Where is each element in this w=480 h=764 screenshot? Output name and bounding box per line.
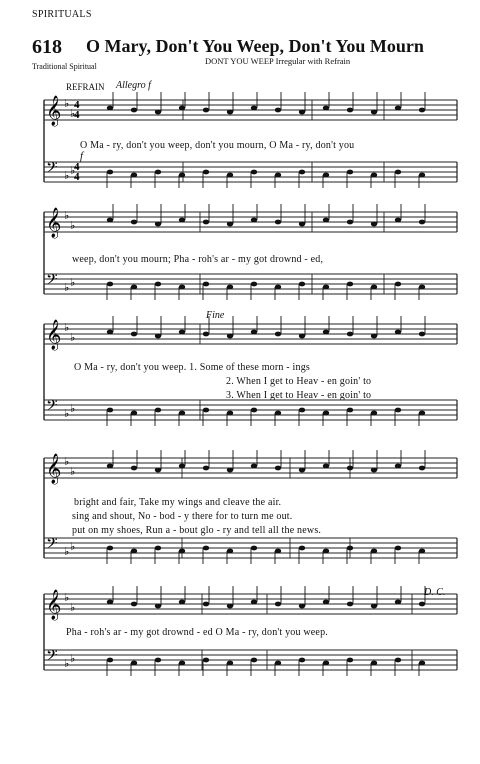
note-head <box>299 170 305 175</box>
note-head <box>299 408 305 413</box>
lyric-line-3a: O Ma - ry, don't you weep. 1. Some of these morn - ings <box>74 362 311 373</box>
note-head <box>347 408 353 413</box>
note-head <box>419 411 425 416</box>
note-head <box>131 661 137 666</box>
note-head <box>227 222 233 227</box>
flat-sign: ♭ <box>64 456 70 468</box>
note-head <box>203 170 209 175</box>
note-head <box>275 602 281 607</box>
note-head <box>395 218 401 223</box>
treble-clef: 𝄞 <box>46 96 62 126</box>
note-head <box>107 282 113 287</box>
treble-clef: 𝄞 <box>46 208 62 238</box>
note-head <box>371 110 377 115</box>
note-head <box>251 106 257 111</box>
note-head <box>395 106 401 111</box>
lyric-line-4b: sing and shout, No - bod - y there for to turn me out. <box>72 511 293 522</box>
note-head <box>107 658 113 663</box>
treble-clef: 𝄞 <box>46 320 62 350</box>
note-head <box>179 549 185 554</box>
note-head <box>323 285 329 290</box>
tempo-marking: Allegro f <box>116 80 151 91</box>
note-head <box>227 285 233 290</box>
note-head <box>395 282 401 287</box>
note-head <box>419 108 425 113</box>
note-head <box>275 411 281 416</box>
note-head <box>179 173 185 178</box>
tune-meter: DONT YOU WEEP Irregular with Refrain <box>205 56 351 66</box>
note-head <box>155 282 161 287</box>
note-head <box>347 332 353 337</box>
flat-sign: ♭ <box>70 165 76 177</box>
note-head <box>203 220 209 225</box>
note-head <box>323 411 329 416</box>
flat-sign: ♭ <box>64 98 70 110</box>
note-head <box>275 220 281 225</box>
note-head <box>227 661 233 666</box>
note-head <box>227 411 233 416</box>
note-head <box>251 658 257 663</box>
note-head <box>395 600 401 605</box>
note-head <box>299 604 305 609</box>
note-head <box>419 661 425 666</box>
bass-clef: 𝄢 <box>46 647 58 668</box>
note-head <box>299 222 305 227</box>
flat-sign: ♭ <box>64 658 70 670</box>
treble-clef: 𝄞 <box>46 590 62 620</box>
note-head <box>131 332 137 337</box>
refrain-label: REFRAIN <box>66 82 105 92</box>
note-head <box>203 658 209 663</box>
note-head <box>371 285 377 290</box>
note-head <box>179 330 185 335</box>
note-head <box>371 604 377 609</box>
note-head <box>371 411 377 416</box>
fine-marking: Fine <box>206 310 225 321</box>
note-head <box>203 282 209 287</box>
note-head <box>131 173 137 178</box>
flat-sign: ♭ <box>64 322 70 334</box>
note-head <box>131 220 137 225</box>
note-head <box>131 411 137 416</box>
note-head <box>371 173 377 178</box>
section-label: SPIRITUALS <box>32 9 92 20</box>
note-head <box>395 170 401 175</box>
bass-clef: 𝄢 <box>46 535 58 556</box>
note-head <box>419 602 425 607</box>
note-head <box>203 546 209 551</box>
note-head <box>251 170 257 175</box>
note-head <box>131 108 137 113</box>
flat-sign: ♭ <box>70 466 76 478</box>
note-head <box>275 549 281 554</box>
note-head <box>395 658 401 663</box>
note-head <box>323 600 329 605</box>
source-credit: Traditional Spiritual <box>32 62 97 71</box>
note-head <box>323 218 329 223</box>
note-head <box>107 408 113 413</box>
note-head <box>371 661 377 666</box>
flat-sign: ♭ <box>64 592 70 604</box>
note-head <box>395 408 401 413</box>
note-head <box>275 466 281 471</box>
note-head <box>299 110 305 115</box>
note-head <box>227 549 233 554</box>
note-head <box>227 334 233 339</box>
note-head <box>203 332 209 337</box>
note-head <box>179 464 185 469</box>
flat-sign: ♭ <box>64 210 70 222</box>
note-head <box>131 466 137 471</box>
note-head <box>227 173 233 178</box>
note-head <box>419 332 425 337</box>
time-signature: 4 <box>74 161 80 173</box>
flat-sign: ♭ <box>70 220 76 232</box>
note-head <box>227 604 233 609</box>
lyric-line-1: O Ma - ry, don't you weep, don't you mourn, O Ma - ry, don't you <box>80 140 355 151</box>
note-head <box>179 285 185 290</box>
note-head <box>155 468 161 473</box>
note-head <box>251 546 257 551</box>
lyric-line-3b: 2. When I get to Heav - en goin' to <box>226 376 372 387</box>
note-head <box>131 549 137 554</box>
note-head <box>299 468 305 473</box>
note-head <box>419 549 425 554</box>
note-head <box>203 408 209 413</box>
note-head <box>347 108 353 113</box>
note-head <box>275 108 281 113</box>
note-head <box>107 464 113 469</box>
note-head <box>347 170 353 175</box>
bass-clef: 𝄢 <box>46 159 58 180</box>
flat-sign: ♭ <box>64 408 70 420</box>
note-head <box>107 546 113 551</box>
note-head <box>131 602 137 607</box>
hymn-number: 618 <box>32 36 62 58</box>
note-head <box>299 282 305 287</box>
note-head <box>251 408 257 413</box>
flat-sign: ♭ <box>70 277 76 289</box>
dc-marking: D. C. <box>424 587 446 598</box>
note-head <box>179 600 185 605</box>
note-head <box>131 285 137 290</box>
note-head <box>395 464 401 469</box>
note-head <box>347 546 353 551</box>
note-head <box>179 661 185 666</box>
treble-clef: 𝄞 <box>46 454 62 484</box>
time-signature: 4 <box>74 109 80 121</box>
note-head <box>203 602 209 607</box>
note-head <box>107 170 113 175</box>
note-head <box>251 600 257 605</box>
bass-clef: 𝄢 <box>46 397 58 418</box>
note-head <box>323 106 329 111</box>
lyric-line-4a: bright and fair, Take my wings and cleave the air. <box>74 497 282 508</box>
time-signature: 4 <box>74 99 80 111</box>
note-head <box>419 466 425 471</box>
bass-clef: 𝄢 <box>46 271 58 292</box>
flat-sign: ♭ <box>70 108 76 120</box>
note-head <box>179 218 185 223</box>
note-head <box>347 220 353 225</box>
time-signature: 4 <box>74 171 80 183</box>
note-head <box>251 218 257 223</box>
flat-sign: ♭ <box>70 332 76 344</box>
note-head <box>251 282 257 287</box>
note-head <box>107 106 113 111</box>
note-head <box>275 661 281 666</box>
note-head <box>323 173 329 178</box>
note-head <box>347 282 353 287</box>
note-head <box>347 658 353 663</box>
note-head <box>419 220 425 225</box>
note-head <box>323 549 329 554</box>
flat-sign: ♭ <box>70 653 76 665</box>
note-head <box>371 468 377 473</box>
note-head <box>275 332 281 337</box>
note-head <box>107 600 113 605</box>
note-head <box>251 464 257 469</box>
note-head <box>371 334 377 339</box>
note-head <box>347 466 353 471</box>
note-head <box>155 110 161 115</box>
note-head <box>323 330 329 335</box>
note-head <box>107 218 113 223</box>
note-head <box>395 546 401 551</box>
lyric-line-4c: put on my shoes, Run a - bout glo - ry and tell all the news. <box>72 525 322 536</box>
flat-sign: ♭ <box>64 170 70 182</box>
note-head <box>275 173 281 178</box>
flat-sign: ♭ <box>70 602 76 614</box>
lyric-line-5: Pha - roh's ar - my got drownd - ed O Ma - ry, don't you weep. <box>66 627 328 638</box>
flat-sign: ♭ <box>64 546 70 558</box>
note-head <box>155 408 161 413</box>
note-head <box>419 285 425 290</box>
note-head <box>347 602 353 607</box>
note-head <box>203 466 209 471</box>
hymn-title: O Mary, Don't You Weep, Don't You Mourn <box>86 36 424 56</box>
note-head <box>323 464 329 469</box>
note-head <box>179 106 185 111</box>
lyric-line-2: weep, don't you mourn; Pha - roh's ar - my got drownd - ed, <box>72 254 324 265</box>
note-head <box>371 549 377 554</box>
flat-sign: ♭ <box>70 403 76 415</box>
note-head <box>155 334 161 339</box>
note-head <box>155 658 161 663</box>
flat-sign: ♭ <box>70 541 76 553</box>
note-head <box>299 546 305 551</box>
note-head <box>155 546 161 551</box>
note-head <box>179 411 185 416</box>
note-head <box>395 330 401 335</box>
note-head <box>203 108 209 113</box>
note-head <box>155 170 161 175</box>
dynamic-forte: f <box>80 150 84 162</box>
lyric-line-3c: 3. When I get to Heav - en goin' to <box>226 390 372 401</box>
note-head <box>299 658 305 663</box>
note-head <box>107 330 113 335</box>
note-head <box>227 468 233 473</box>
note-head <box>419 173 425 178</box>
note-head <box>275 285 281 290</box>
note-head <box>371 222 377 227</box>
note-head <box>155 604 161 609</box>
note-head <box>155 222 161 227</box>
note-head <box>227 110 233 115</box>
note-head <box>251 330 257 335</box>
note-head <box>299 334 305 339</box>
flat-sign: ♭ <box>64 282 70 294</box>
note-head <box>323 661 329 666</box>
